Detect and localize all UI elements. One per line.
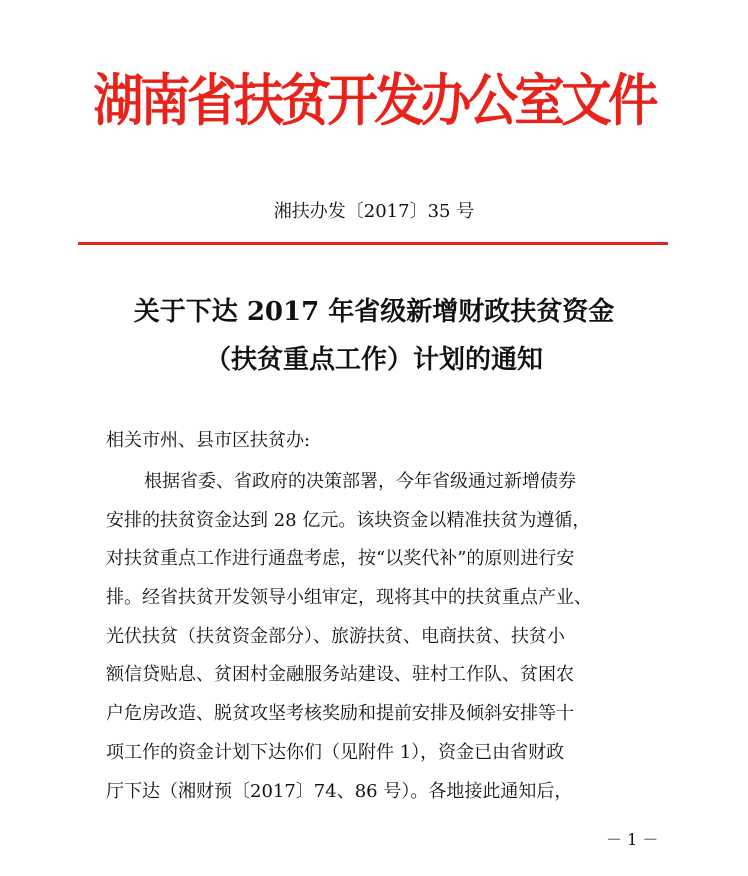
body-line: 排。经省扶贫开发领导小组审定，现将其中的扶贫重点产业、 <box>106 587 592 609</box>
document-number: 湘扶办发〔2017〕35 号 <box>273 201 475 222</box>
document-issuer-header: 湖南省扶贫开发办公室文件 <box>93 69 655 134</box>
body-line: 根据省委、省政府的决策部署，今年省级通过新增债券 <box>144 471 576 492</box>
document-title <box>0 288 748 384</box>
body-line: 光伏扶贫（扶贫资金部分）、旅游扶贫、电商扶贫、扶贫小 <box>106 625 565 647</box>
body-line: 对扶贫重点工作进行通盘考虑，按“以奖代补”的原则进行安 <box>106 548 575 570</box>
body-line: 厅下达（湘财预〔2017〕74、86 号）。各地接此通知后， <box>106 780 573 802</box>
body-line: 户危房改造、脱贫攻坚考核奖励和提前安排及倾斜安排等十 <box>106 703 574 725</box>
body-paragraph <box>106 467 654 815</box>
recipient-line: 相关市州、县市区扶贫办: <box>106 430 311 451</box>
page-number: － 1 － <box>606 830 659 849</box>
red-divider-line <box>78 242 668 245</box>
title-line-2: （扶贫重点工作）计划的通知 <box>204 345 543 375</box>
title-line-1: 关于下达 2017 年省级新增财政扶贫资金 <box>133 297 615 327</box>
body-line: 额信贷贴息、贫困村金融服务站建设、驻村工作队、贫困农 <box>106 664 574 686</box>
body-line: 项工作的资金计划下达你们（见附件 1），资金已由省财政 <box>106 741 565 763</box>
body-line: 安排的扶贫资金达到 28 亿元。该块资金以精准扶贫为遵循， <box>106 509 591 531</box>
